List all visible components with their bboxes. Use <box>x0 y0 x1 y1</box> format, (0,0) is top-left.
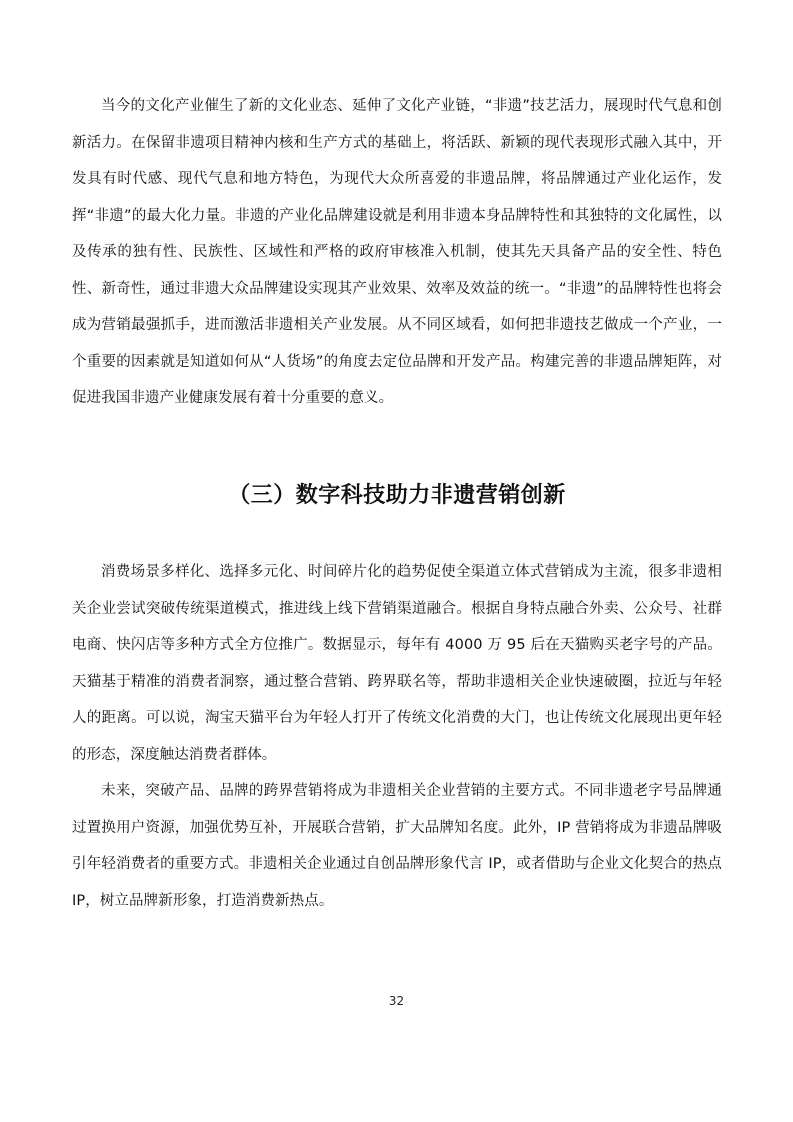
section-paragraph-2: 未来，突破产品、品牌的跨界营销将成为非遗相关企业营销的主要方式。不同非遗老字号品牌通过置换用户资源，加强优势互补，开展联合营销，扩大品牌知名度。此外，IP 营销将成为非遗品牌吸引年轻消费者的重要方式。非遗相关企业通过自创品牌形象代言 IP，或者借助与企业文化契合的热点 IP，树立品牌新形象，打造消费新热点。 <box>72 783 722 909</box>
section-heading: （三）数字科技助力非遗营销创新 <box>228 483 566 508</box>
intro-paragraph: 当今的文化产业催生了新的文化业态、延伸了文化产业链，“非遗”技艺活力，展现时代气息和创新活力。在保留非遗项目精神内核和生产方式的基础上，将活跃、新颖的现代表现形式融入其中，开发具有时代感、现代气息和地方特色，为现代大众所喜爱的非遗品牌，将品牌通过产业化运作，发挥“非遗”的最大化力量。非遗的产业化品牌建设就是利用非遗本身品牌特性和其独特的文化属性，以及传承的独有性、民族性、区域性和严格的政府审核准入机制，使其先天具备产品的安全性、特色性、新奇性，通过非遗大众品牌建设实现其产业效果、效率及效益的统一。“非遗”的品牌特性也将会成为营销最强抓手，进而激活非遗相关产业发展。从不同区域看，如何把非遗技艺做成一个产业，一个重要的因素就是知道如何从“人货场”的角度去定位品牌和开发产品。构建完善的非遗品牌矩阵，对促进我国非遗产业健康发展有着十分重要的意义。 <box>72 98 722 406</box>
section-paragraph-1: 消费场景多样化、选择多元化、时间碎片化的趋势促使全渠道立体式营销成为主流，很多非遗相关企业尝试突破传统渠道模式，推进线上线下营销渠道融合。根据自身特点融合外卖、公众号、社群电商、快闪店等多种方式全方位推广。数据显示，每年有 4000 万 95 后在天猫购买老字号的产品。天猫基于精准的消费者洞察，通过整合营销、跨界联名等，帮助非遗相关企业快速破圈，拉近与年轻人的距离。可以说，淘宝天猫平台为年轻人打开了传统文化消费的大门，也让传统文化展现出更年轻的形态，深度触达消费者群体。 <box>72 564 722 763</box>
page-number: 32 <box>388 994 405 1008</box>
intro-block <box>72 88 722 417</box>
section-block <box>72 554 722 919</box>
